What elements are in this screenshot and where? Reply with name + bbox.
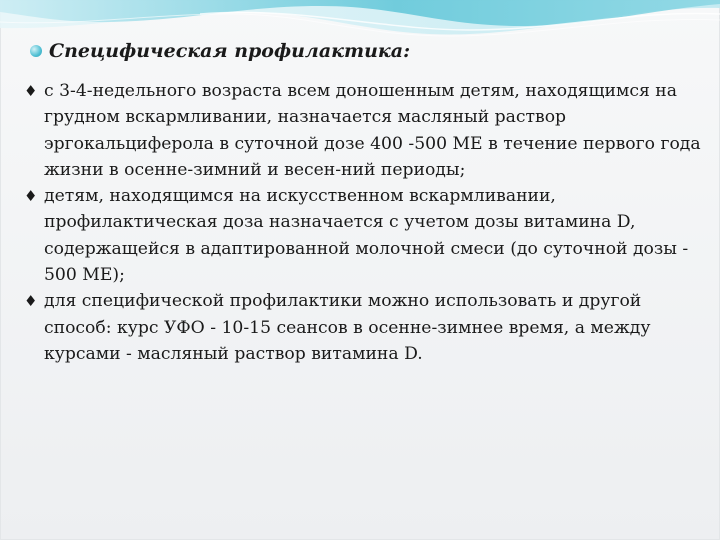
list-item (22, 78, 702, 183)
content-body (22, 78, 702, 367)
bullet-icon (30, 45, 42, 57)
diamond-bullet-icon: ♦ (24, 82, 38, 100)
list-item (22, 288, 702, 367)
diamond-bullet-icon: ♦ (24, 292, 38, 311)
title-row (30, 40, 410, 62)
list-item-text: для специфической профилактики можно использовать и другой способ: курс УФО - 10-15 сеансов в осенне-зимнее время, а между курсами - масляный раствор витамина D. (44, 291, 651, 364)
list-item (22, 183, 702, 288)
list-item-text: детям, находящимся на искусственном вскармливании, профилактическая доза назначается с учетом дозы витамина D, содержащейся в адаптированной молочной смеси (до суточной дозы - 500 МЕ); (44, 186, 689, 286)
diamond-bullet-icon: ♦ (24, 187, 38, 206)
slide-title: Специфическая профилактика: (49, 40, 411, 62)
list-item-text: с 3-4-недельного возраста всем доношенным детям, находящимся на грудном вскармливании, назначается масляный раствор эргокальциферола в суточной дозе 400 -500 МЕ в течение первого года жизни в осенне-зимний и весен-ний периоды; (44, 81, 701, 180)
